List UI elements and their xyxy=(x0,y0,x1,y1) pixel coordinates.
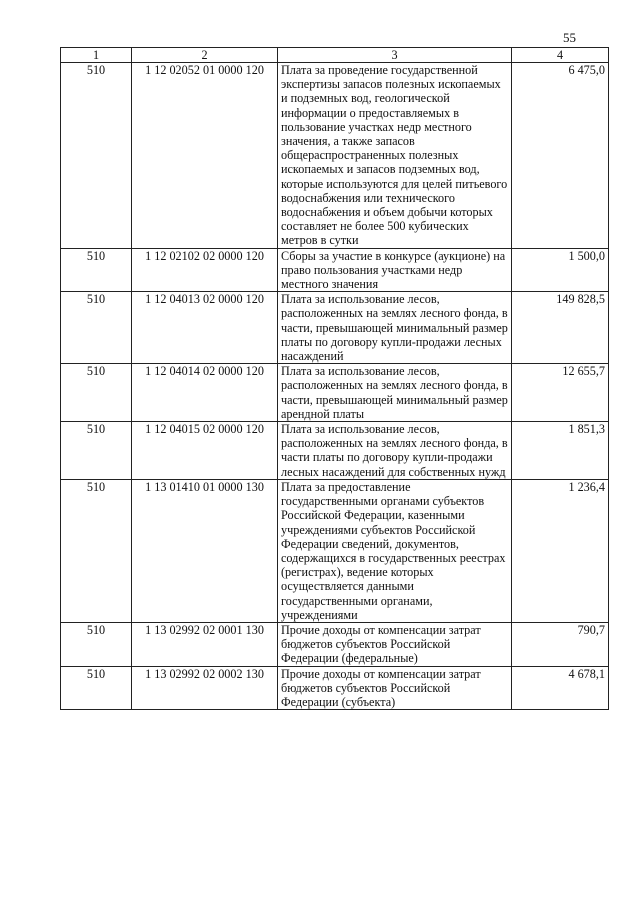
revenue-name-cell: Прочие доходы от компенсации затрат бюджетов субъектов Российской Федерации (субъекта) xyxy=(278,666,512,710)
revenue-name-cell: Сборы за участие в конкурсе (аукционе) на право пользования участками недр местного значения xyxy=(278,248,512,292)
admin-code-cell: 510 xyxy=(61,666,132,710)
column-header-2: 2 xyxy=(132,48,278,63)
table-row xyxy=(61,622,609,666)
amount-cell: 1 236,4 xyxy=(512,479,609,622)
revenue-name-cell: Плата за проведение государственной экспертизы запасов полезных ископаемых и подземных вод, геологической информации о предоставляемых в пользование участках недр местного значения, а также запасов общераспространенных полезных ископаемых и запасов подземных вод, которые используются для целей питьевого водоснабжения или технического водоснабжения и объем добычи которых составляет не более 500 кубических метров в сутки xyxy=(278,63,512,249)
amount-cell: 6 475,0 xyxy=(512,63,609,249)
column-header-1: 1 xyxy=(61,48,132,63)
table-row xyxy=(61,364,609,422)
budget-classification-code-cell: 1 13 02992 02 0001 130 xyxy=(132,622,278,666)
admin-code-cell: 510 xyxy=(61,63,132,249)
revenue-name-cell: Прочие доходы от компенсации затрат бюджетов субъектов Российской Федерации (федеральные) xyxy=(278,622,512,666)
amount-cell: 1 500,0 xyxy=(512,248,609,292)
admin-code-cell: 510 xyxy=(61,248,132,292)
table-row xyxy=(61,63,609,249)
budget-classification-code-cell: 1 13 02992 02 0002 130 xyxy=(132,666,278,710)
admin-code-cell: 510 xyxy=(61,364,132,422)
column-header-4: 4 xyxy=(512,48,609,63)
budget-revenue-table xyxy=(60,47,609,710)
table-row xyxy=(61,248,609,292)
budget-classification-code-cell: 1 13 01410 01 0000 130 xyxy=(132,479,278,622)
table-row xyxy=(61,479,609,622)
table-row xyxy=(61,666,609,710)
amount-cell: 12 655,7 xyxy=(512,364,609,422)
page-number: 55 xyxy=(563,30,576,45)
amount-cell: 790,7 xyxy=(512,622,609,666)
revenue-name-cell: Плата за использование лесов, расположенных на землях лесного фонда, в части, превышающей минимальный размер платы по договору купли-продажи лесных насаждений xyxy=(278,292,512,364)
table-row xyxy=(61,292,609,364)
budget-classification-code-cell: 1 12 04014 02 0000 120 xyxy=(132,364,278,422)
amount-cell: 4 678,1 xyxy=(512,666,609,710)
budget-classification-code-cell: 1 12 04015 02 0000 120 xyxy=(132,422,278,480)
budget-classification-code-cell: 1 12 02102 02 0000 120 xyxy=(132,248,278,292)
column-header-3: 3 xyxy=(278,48,512,63)
admin-code-cell: 510 xyxy=(61,292,132,364)
budget-classification-code-cell: 1 12 02052 01 0000 120 xyxy=(132,63,278,249)
budget-classification-code-cell: 1 12 04013 02 0000 120 xyxy=(132,292,278,364)
admin-code-cell: 510 xyxy=(61,422,132,480)
revenue-name-cell: Плата за использование лесов, расположенных на землях лесного фонда, в части, превышающей минимальный размер арендной платы xyxy=(278,364,512,422)
amount-cell: 149 828,5 xyxy=(512,292,609,364)
revenue-name-cell: Плата за использование лесов, расположенных на землях лесного фонда, в части платы по договору купли-продажи лесных насаждений для собственных нужд xyxy=(278,422,512,480)
admin-code-cell: 510 xyxy=(61,622,132,666)
revenue-name-cell: Плата за предоставление государственными органами субъектов Российской Федерации, казенными учреждениями субъектов Российской Федерации сведений, документов, содержащихся в государственных реестрах (регистрах), ведение которых осуществляется данными государственными органами, учреждениями xyxy=(278,479,512,622)
admin-code-cell: 510 xyxy=(61,479,132,622)
table-header-row xyxy=(61,48,609,63)
table-row xyxy=(61,422,609,480)
amount-cell: 1 851,3 xyxy=(512,422,609,480)
